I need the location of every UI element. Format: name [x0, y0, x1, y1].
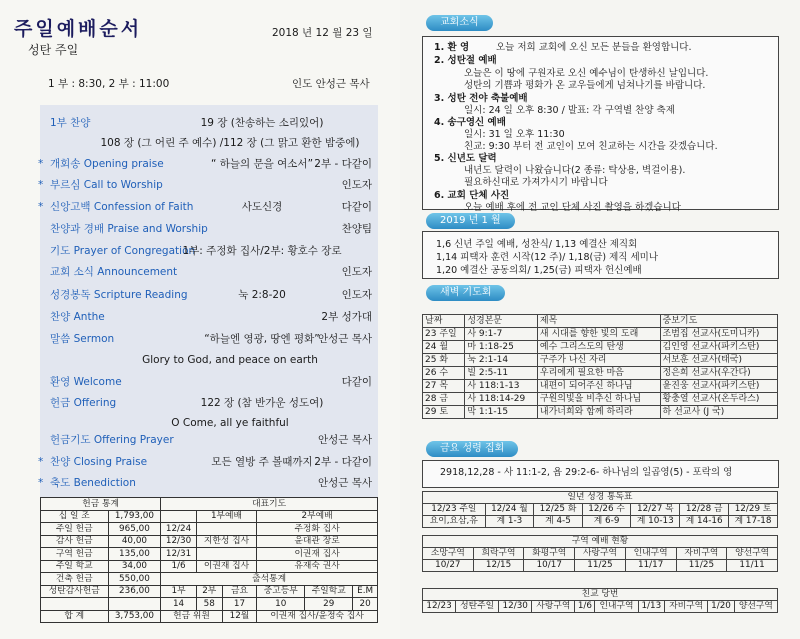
cell: 12/15: [473, 560, 524, 572]
table-row: [423, 548, 778, 560]
cell: [196, 548, 256, 561]
cell: 1/13: [638, 601, 665, 613]
order-item-leader: 다같이: [341, 376, 372, 388]
cell: 계 6-9: [582, 516, 631, 528]
order-item-detail: 눅 2:8-20: [238, 289, 286, 301]
cell: E.M: [353, 585, 378, 598]
order-mark: *: [38, 179, 44, 191]
cell: 135,00: [108, 548, 161, 561]
news-text: 필요하신대로 가져가시기 바랍니다: [464, 177, 608, 188]
cell: 양선구역: [727, 548, 778, 560]
cell: 27 목: [423, 380, 465, 393]
order-item-name: 부르심 Call to Worship: [50, 179, 163, 191]
cell: 주일학교: [305, 585, 353, 598]
cell: 1/20: [708, 601, 735, 613]
table-row: [423, 516, 778, 528]
cell: 12/27 목: [631, 504, 680, 516]
cell: 조범집 선교사(도미니카): [660, 328, 777, 341]
order-item-name: 말씀 Sermon: [50, 333, 115, 345]
cell: 계 17-18: [729, 516, 778, 528]
cell: 25 화: [423, 354, 465, 367]
cell: 12/31: [161, 548, 196, 561]
cell-table: [422, 535, 778, 572]
order-item-detail: “ 하늘의 문을 여소서”: [210, 158, 314, 170]
cell: 자비구역: [676, 548, 727, 560]
cell: 지한성 집사: [196, 535, 256, 548]
order-mark: *: [38, 456, 44, 468]
cell: 40,00: [108, 535, 161, 548]
cell: 마 1:18-25: [465, 341, 538, 354]
cell: 예수 그리스도의 탄생: [537, 341, 660, 354]
cell: 인내구역: [625, 548, 676, 560]
cell: 서보훈 선교사(태국): [660, 354, 777, 367]
cell: [161, 510, 196, 523]
cell: 사랑구역: [575, 548, 626, 560]
cell: 김인영 선교사(파키스탄): [660, 341, 777, 354]
cell: 12/30: [499, 601, 532, 613]
order-item-leader: 2부 - 다같이: [314, 158, 372, 170]
cell: 계 10-13: [631, 516, 680, 528]
column-header: 제목: [537, 315, 660, 328]
cell: 11/25: [676, 560, 727, 572]
table-row: [423, 601, 778, 613]
cell: 29 토: [423, 406, 465, 419]
cell: [41, 598, 109, 611]
news-heading: 2. 성탄절 예배: [434, 55, 497, 66]
order-item-name: 찬양과 경배 Praise and Worship: [50, 223, 208, 235]
cell: 17: [222, 598, 256, 611]
cell: 10: [257, 598, 305, 611]
table-row: [423, 367, 778, 380]
cell: 20: [353, 598, 378, 611]
table-header-row: [423, 536, 778, 548]
news-text: 내년도 달력이 나왔습니다(2 종류: 탁상용, 벽걸이용).: [464, 165, 686, 176]
cell: 구원의빛을 비추신 하나님: [537, 393, 660, 406]
order-item-name: 성경봉독 Scripture Reading: [50, 289, 188, 301]
news-heading: 4. 송구영신 예배: [434, 117, 506, 128]
news-text: 친교: 9:30 부터 전 교인이 모여 친교하는 시간을 갖겠습니다.: [464, 141, 718, 152]
cell: 윤진웅 선교사(파키스탄): [660, 380, 777, 393]
cell: 화평구역: [524, 548, 575, 560]
table-row: [423, 328, 778, 341]
cell: 소망구역: [423, 548, 474, 560]
cell: [196, 523, 256, 536]
friday-title: 금요 성령 집회: [426, 441, 518, 457]
order-item-detail: 사도신경: [241, 201, 283, 213]
table-header-row: [423, 492, 778, 504]
cell: 사 9:1-7: [465, 328, 538, 341]
news-text: 일시: 24 일 오후 8:30 / 발표: 각 구역별 찬양 축제: [464, 105, 675, 116]
order-mark: *: [38, 201, 44, 213]
order-item-name: 헌금 Offering: [50, 397, 117, 409]
order-item-name: 교회 소식 Announcement: [50, 266, 178, 278]
cell: 자비구역: [665, 601, 708, 613]
news-title: 교회소식: [426, 15, 493, 31]
cell: 양선구역: [734, 601, 777, 613]
prayer-title: 대표기도: [161, 498, 378, 511]
cell: 58: [196, 598, 222, 611]
order-item-name: 축도 Benediction: [50, 477, 136, 489]
friday-text: 2918,12,28 - 사 11:1-2, 욥 29:2-6- 하나님의 일곱영(5) - 포락의 영: [440, 467, 733, 478]
news-text: 일시: 31 일 오후 11:30: [464, 129, 565, 140]
cell: 십 일 조: [41, 510, 109, 523]
service-subtitle: 성탄 주일: [28, 43, 79, 57]
dawn-table: [422, 314, 778, 419]
order-item-detail: 1부: 주정화 집사/2부: 황호수 장로: [182, 245, 342, 257]
cell: 1,793,00: [108, 510, 161, 523]
cell: 10/17: [524, 560, 575, 572]
table-row: [423, 341, 778, 354]
cell: 건축 헌금: [41, 573, 109, 586]
cell: 14: [161, 598, 196, 611]
news-heading: 6. 교회 단체 사진: [434, 190, 510, 201]
order-item-leader: 안성근 목사: [317, 477, 372, 489]
jan-item: 1,14 피택자 훈련 시작(12 주)/ 1,18(금) 제직 세미나: [436, 252, 659, 263]
order-item-name: 헌금기도 Offering Prayer: [50, 434, 174, 446]
cell: 계 14-16: [680, 516, 729, 528]
jan-title: 2019 년 1 월: [426, 213, 515, 229]
order-item-detail: “하늘엔 영광, 땅엔 평화”: [204, 333, 320, 345]
cell: 금요: [222, 585, 256, 598]
order-item-detail: 19 장 (찬송하는 소리있어): [200, 117, 324, 129]
cell: 2부: [196, 585, 222, 598]
cell: 550,00: [108, 573, 161, 586]
table-row: [423, 560, 778, 572]
table-header-row: [423, 589, 778, 601]
bulletin-title: 주일예배순서: [14, 18, 143, 40]
cell: 26 수: [423, 367, 465, 380]
cell: 10/27: [423, 560, 474, 572]
table-row: [423, 354, 778, 367]
order-item-detail: O Come, all ye faithful: [171, 417, 289, 429]
cell: 34,00: [108, 560, 161, 573]
table-row: [423, 393, 778, 406]
order-mark: *: [38, 158, 44, 170]
cell: 정은희 선교사(우간다): [660, 367, 777, 380]
cell: 23 주일: [423, 328, 465, 341]
cell: 12/30: [161, 535, 196, 548]
news-heading: 3. 성탄 전야 축불예배: [434, 93, 528, 104]
cell: 계 1-3: [485, 516, 534, 528]
column-header: 성경본문: [465, 315, 538, 328]
cell: 중고등부: [257, 585, 305, 598]
bible-title: 일년 성경 통독표: [423, 492, 778, 504]
news-heading: 5. 신년도 달력: [434, 153, 497, 164]
news-heading: 1. 환 영: [434, 42, 470, 53]
order-item-leader: 인도자: [341, 179, 372, 191]
order-item-detail: Glory to God, and peace on earth: [142, 354, 318, 366]
order-item-leader: 2부 성가대: [321, 311, 372, 323]
order-item-leader: 인도자: [341, 289, 372, 301]
order-item-name: 환영 Welcome: [50, 376, 122, 388]
order-item-leader: 다같이: [341, 201, 372, 213]
cell: 주정화 집사: [257, 523, 378, 536]
order-mark: *: [38, 477, 44, 489]
cell: 11/11: [727, 560, 778, 572]
order-item-name: 1부 찬양: [50, 117, 91, 129]
cell: 12/24: [161, 523, 196, 536]
news-text: 오늘 저희 교회에 오신 모든 분들을 환영합니다.: [496, 42, 692, 53]
dawn-title: 새벽 기도회: [426, 285, 505, 301]
cell: 965,00: [108, 523, 161, 536]
news-text: 오늘은 이 땅에 구원자로 오신 예수님이 탄생하신 날입니다.: [464, 68, 709, 79]
jan-item: 1,20 예결산 공동의회/ 1,25(금) 피택자 헌신예배: [436, 265, 642, 276]
offering-title: 헌금 통계: [41, 498, 161, 511]
cell: 내편이 되어주신 하나님: [537, 380, 660, 393]
cell: 사 118:14-29: [465, 393, 538, 406]
host-title: 친교 당번: [423, 589, 778, 601]
cell: 1부: [161, 585, 196, 598]
cell: 사 118:1-13: [465, 380, 538, 393]
order-item-leader: 2부 - 다같이: [314, 456, 372, 468]
cell: 236,00: [108, 585, 161, 598]
news-text: 오늘 예배 후에 전 교인 단체 사진 촬영을 하겠습니다: [464, 202, 681, 213]
cell: 우리에게 필요한 마음: [537, 367, 660, 380]
table-row: [423, 504, 778, 516]
cell: 1부예배: [196, 510, 256, 523]
attendance-title: 출석통계: [161, 573, 378, 586]
order-item-name: 찬양 Closing Praise: [50, 456, 148, 468]
cell: 24 월: [423, 341, 465, 354]
news-text: 성탄의 기쁨과 평화가 온 교우들에게 넘쳐나기를 바랍니다.: [464, 80, 706, 91]
cell: 11/25: [575, 560, 626, 572]
cell: 유재숙 권사: [257, 560, 378, 573]
cell: 눅 2:1-14: [465, 354, 538, 367]
order-item-detail: 122 장 (참 반가운 성도여): [200, 397, 324, 409]
host-table: [422, 588, 778, 613]
cell: 12/24 월: [485, 504, 534, 516]
bible-table: [422, 491, 778, 528]
cell: 새 시대를 향한 빛의 도래: [537, 328, 660, 341]
leader: 인도 안성근 목사: [292, 78, 370, 90]
cell: [108, 598, 161, 611]
order-item-leader: 안성근 목사: [317, 333, 372, 345]
cell: 이권재 집사: [196, 560, 256, 573]
cell: 1/6: [161, 560, 196, 573]
cell: 11/17: [625, 560, 676, 572]
cell: 구역 헌금: [41, 548, 109, 561]
jan-item: 1,6 신년 주일 예배, 성찬식/ 1,13 예결산 제직회: [436, 239, 638, 250]
total-value: 3,753,00: [108, 610, 161, 623]
order-item-name: 개회송 Opening praise: [50, 158, 164, 170]
table-row: [423, 406, 778, 419]
cell: 성탄주일: [456, 601, 499, 613]
cell: 이권재 집사/윤정숙 집사: [257, 610, 378, 623]
order-item-leader: 안성근 목사: [317, 434, 372, 446]
order-item-leader: 찬양팀: [341, 223, 372, 235]
order-item-name: 신앙고백 Confession of Faith: [50, 201, 194, 213]
cell: 희락구역: [473, 548, 524, 560]
cell: 황충열 선교사(온두라스): [660, 393, 777, 406]
cell: 12/23 주일: [423, 504, 486, 516]
column-header: 중보기도: [660, 315, 777, 328]
column-header: 날짜: [423, 315, 465, 328]
cell: 12/25 화: [534, 504, 583, 516]
cell: 사랑구역: [532, 601, 575, 613]
stats-table: [40, 497, 378, 623]
cell: 감사 헌금: [41, 535, 109, 548]
order-item-name: 기도 Prayer of Congregation: [50, 245, 196, 257]
cell: 12/23: [423, 601, 456, 613]
cell: 12/26 수: [582, 504, 631, 516]
cell: 주일 학교: [41, 560, 109, 573]
cell: 12/28 금: [680, 504, 729, 516]
cell: 1/6: [575, 601, 595, 613]
cell: 헌금 위원: [161, 610, 222, 623]
cell: 구주가 나신 자리: [537, 354, 660, 367]
service-date: 2018 년 12 월 23 일: [272, 27, 373, 39]
cell: 윤대관 장로: [257, 535, 378, 548]
cell-title: 구역 예배 현황: [423, 536, 778, 548]
cell: 인내구역: [595, 601, 638, 613]
cell: 2부예배: [257, 510, 378, 523]
table-row: [423, 380, 778, 393]
total-label: 합 계: [41, 610, 109, 623]
cell: 계 4-5: [534, 516, 583, 528]
cell: 요이,요삼,유: [423, 516, 486, 528]
cell: 28 금: [423, 393, 465, 406]
cell: 29: [305, 598, 353, 611]
cell: 이권재 집사: [257, 548, 378, 561]
order-item-name: 찬양 Anthe: [50, 311, 105, 323]
cell: 주일 헌금: [41, 523, 109, 536]
service-times: 1 부 : 8:30, 2 부 : 11:00: [48, 78, 170, 90]
cell: 하 선교사 (J 국): [660, 406, 777, 419]
order-item-leader: 인도자: [341, 266, 372, 278]
order-item-detail: 모든 열방 주 볼때까지: [211, 456, 313, 468]
cell: 12/29 토: [729, 504, 778, 516]
cell: 12월: [222, 610, 256, 623]
table-header-row: [423, 315, 778, 328]
order-item-detail: 108 장 (그 어린 주 예수) /112 장 (그 맑고 환한 밤중에): [100, 137, 360, 149]
cell: 성탄감사헌금: [41, 585, 109, 598]
cell: 내가너희와 함께 하리라: [537, 406, 660, 419]
cell: 막 1:1-15: [465, 406, 538, 419]
news-page: [400, 0, 800, 639]
cell: 빌 2:5-11: [465, 367, 538, 380]
